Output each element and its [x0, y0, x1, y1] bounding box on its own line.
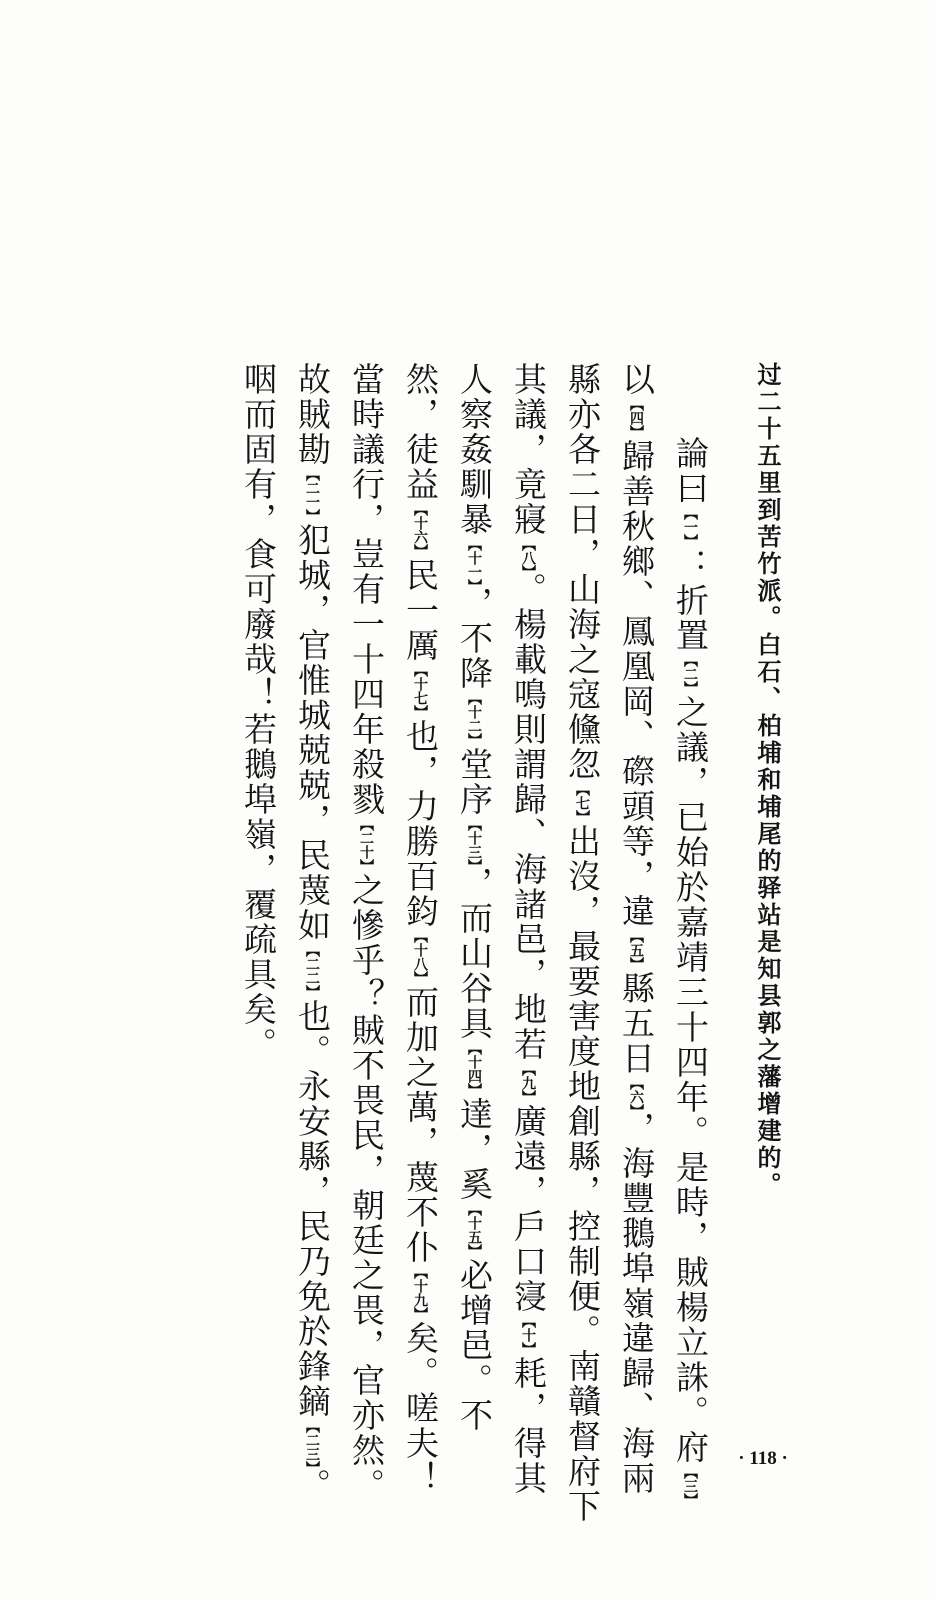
text-column — [292, 362, 332, 1503]
footnote-marker: 【十二】 — [466, 691, 482, 747]
text-segment: 廣遠，戶口寖 — [509, 1104, 548, 1314]
footnote-marker: 【九】 — [520, 1062, 536, 1104]
footnote-marker: 【八】 — [520, 537, 536, 572]
footnote-marker: 【五】 — [628, 929, 644, 971]
text-segment: 出沒，最要害度地創縣，控制便。南贛督府下 — [563, 824, 602, 1524]
text-segment: ，而山谷具 — [455, 866, 494, 1041]
text-segment: 達，奚 — [455, 1097, 494, 1202]
text-segment: ：折置 — [671, 548, 710, 653]
text-segment: 咽而固有，食可廢哉！若鵝埠嶺，覆疏具矣。 — [239, 362, 278, 1062]
footnote-marker: 【十一】 — [466, 537, 482, 586]
text-column — [454, 362, 494, 1433]
footnote-marker: 【二一】 — [304, 467, 320, 523]
text-segment: ，不降 — [455, 586, 494, 691]
footnote-marker: 【二十】 — [358, 817, 374, 873]
footnote-marker: 【十】 — [520, 1314, 536, 1356]
text-segment: 堂序 — [455, 747, 494, 817]
text-column — [346, 362, 386, 1503]
text-segment: 。 — [293, 1468, 332, 1503]
footnote-marker: 【二】 — [682, 653, 698, 695]
footnote-marker: 【十三】 — [466, 817, 482, 866]
footnote-marker: 【二二】 — [304, 943, 320, 999]
footnote-marker: 【七】 — [574, 782, 590, 824]
footnote-marker: 【六】 — [628, 1076, 644, 1111]
text-segment: 也，力勝百鈞 — [401, 719, 440, 929]
text-segment: 矣。嗟夫！ — [401, 1321, 440, 1496]
footnote-marker: 【四】 — [628, 397, 644, 439]
footnote-marker: 【三】 — [682, 1465, 698, 1507]
text-segment: 故賊勘 — [293, 362, 332, 467]
text-column — [238, 362, 278, 1062]
text-segment: 當時議行，豈有一十四年殺戮 — [347, 362, 386, 817]
footnote-marker: 【十四】 — [466, 1041, 482, 1097]
text-segment: 縣亦各二日，山海之寇儵忽 — [563, 362, 602, 782]
footnote-marker: 【十七】 — [412, 663, 428, 719]
text-segment: 而加之萬，蔑不仆 — [401, 985, 440, 1265]
text-segment: ，海豐鵝埠嶺違歸、海兩 — [617, 1111, 656, 1496]
text-segment: 人察姦馴暴 — [455, 362, 494, 537]
text-segment: 民一厲 — [401, 558, 440, 663]
text-segment: 也。永安縣，民乃免於鋒鏑 — [293, 999, 332, 1419]
text-segment: 犯城，官惟城兢兢，民蔑如 — [293, 523, 332, 943]
text-column — [616, 362, 656, 1496]
text-segment: 論曰 — [671, 436, 710, 506]
footnote-marker: 【十九】 — [412, 1265, 428, 1321]
page-number: · 118 · — [738, 1448, 788, 1469]
note-line: 过二十五里到苦竹派。白石、柏埔和埔尾的驿站是知县郭之藩增建的。 — [753, 362, 782, 1199]
text-column — [508, 362, 548, 1496]
footnote-marker: 【一】 — [682, 506, 698, 548]
text-segment: 必增邑。不 — [455, 1258, 494, 1433]
text-segment: 耗，得其 — [509, 1356, 548, 1496]
text-column — [670, 436, 710, 1507]
text-segment: 歸善秋鄉、鳳凰岡、磜頭等，違 — [617, 439, 656, 929]
footnote-marker: 【十六】 — [412, 502, 428, 558]
text-column — [400, 362, 440, 1496]
text-segment: 之慘乎？賊不畏民，朝廷之畏，官亦然。 — [347, 873, 386, 1503]
footnote-marker: 【十五】 — [466, 1202, 482, 1258]
footnote-marker: 【二三】 — [304, 1419, 320, 1468]
text-segment: 縣五日 — [617, 971, 656, 1076]
text-segment: 其議，竟寢 — [509, 362, 548, 537]
footnote-marker: 【十八】 — [412, 929, 428, 985]
text-segment: 。楊載鳴則謂歸、海諸邑，地若 — [509, 572, 548, 1062]
text-segment: 然，徒益 — [401, 362, 440, 502]
text-segment: 以 — [617, 362, 656, 397]
text-column — [562, 362, 602, 1524]
text-segment: 之議，已始於嘉靖三十四年。是時，賊楊立誅。府 — [671, 695, 710, 1465]
